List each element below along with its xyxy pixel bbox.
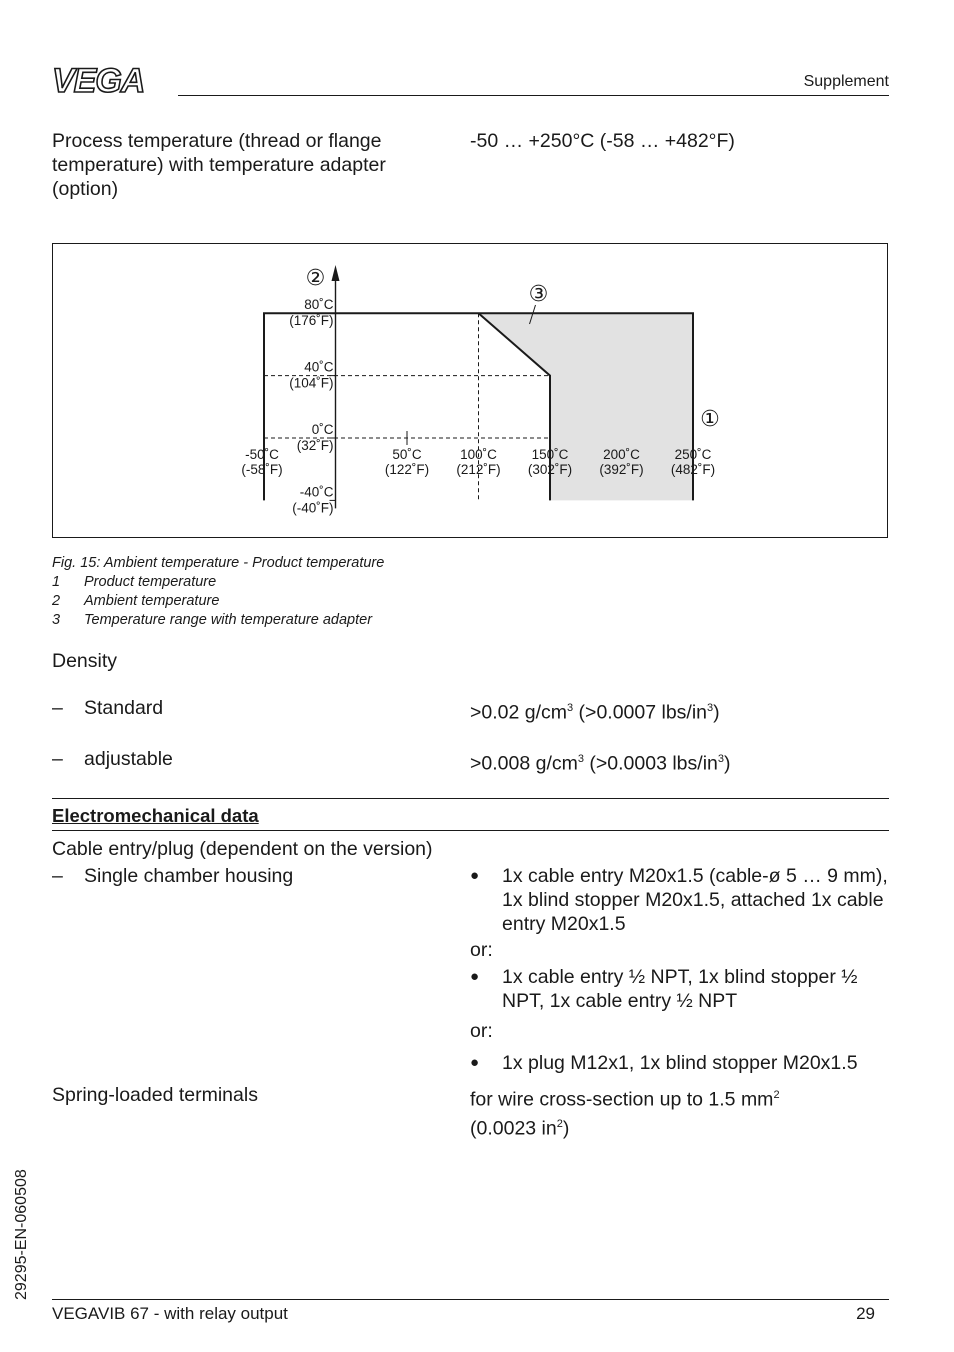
footer-rule: [52, 1299, 889, 1300]
x-tick-label: (302˚F): [527, 462, 573, 477]
single-chamber-label: – Single chamber housing: [52, 865, 294, 887]
x-tick-label: 50˚C: [392, 447, 422, 462]
section-rule-top: [52, 798, 889, 799]
callout-ambient-temperature: ②: [305, 265, 326, 290]
x-tick-label: 250˚C: [674, 447, 712, 462]
section-title: Electromechanical data: [52, 805, 259, 826]
x-tick-label: 200˚C: [603, 447, 640, 462]
header-rule: [178, 95, 889, 96]
temperature-chart: [52, 243, 888, 538]
caption-item: 3 Temperature range with temperature adapter: [52, 612, 373, 628]
y-tick-label: 40˚C: [304, 359, 334, 375]
x-tick-label: (212˚F): [456, 462, 501, 477]
document-id: 29295-EN-060508: [13, 1169, 30, 1300]
density-adjustable-value: >0.008 $g/cm^3$ (>0.0003 lbs/$in^3$): [470, 752, 731, 775]
density-label: Density: [52, 650, 118, 672]
figure-caption: [52, 554, 384, 630]
x-tick-label: (-58˚F): [241, 462, 283, 477]
y-tick-label: 80˚C: [304, 297, 334, 313]
y-tick-label: -40˚C: [299, 484, 334, 500]
footer-product: VEGAVIB 67 - with relay output: [52, 1304, 288, 1323]
callout-product-temperature: ①: [700, 406, 720, 431]
y-tick-label: (176˚F): [289, 313, 334, 329]
section-rule-bottom: [52, 830, 889, 831]
x-tick-label: 150˚C: [531, 447, 569, 462]
spring-terminals-label: Spring-loaded terminals: [52, 1084, 258, 1106]
y-tick-label: 0˚C: [311, 422, 334, 437]
x-tick-label: (392˚F): [599, 462, 644, 477]
vega-logo: [50, 62, 170, 98]
caption-item: 2 Ambient temperature: [52, 593, 220, 609]
spring-terminals-value: for wire cross-section up to 1.5 $mm^2$ (0.0023 $in^2$): [470, 1088, 780, 1139]
x-tick-label: (122˚F): [384, 462, 430, 477]
or-text: or:: [470, 939, 493, 961]
cable-option-2: ● 1x cable entry ½ NPT, 1x blind stopper ½ NPT, 1x cable entry ½ NPT: [470, 965, 900, 1013]
density-standard-label: – Standard: [52, 697, 164, 719]
x-tick-label: 100˚C: [460, 447, 497, 462]
y-tick-label: (-40˚F): [292, 500, 334, 516]
process-temperature-value: -50 … +250°C (-58 … +482°F): [470, 130, 735, 152]
y-axis-arrow: [332, 265, 340, 281]
process-temperature-label: Process temperature (thread or flange temperature) with temperature adapter (option): [52, 130, 386, 200]
density-adjustable-label: – adjustable: [52, 748, 173, 770]
cable-entry-label: Cable entry/plug (dependent on the version): [52, 838, 433, 860]
y-tick-label: (32˚F): [296, 438, 334, 453]
x-tick-label: (482˚F): [670, 462, 716, 477]
cable-entry-options: [470, 864, 900, 1075]
page-number: 29: [856, 1304, 875, 1323]
caption-item: 1 Product temperature: [52, 574, 217, 590]
cable-option-1: ● 1x cable entry M20x1.5 (cable-ø 5 … 9 mm), 1x blind stopper M20x1.5, attached 1x cable entry M20x1.5: [470, 864, 900, 936]
callout-adapter-range: ③: [528, 281, 549, 306]
density-standard-value: >0.02 $g/cm^3$ (>0.0007 lbs/$in^3$): [470, 701, 720, 724]
cable-option-3: ● 1x plug M12x1, 1x blind stopper M20x1.5: [470, 1051, 900, 1075]
section-label: Supplement: [803, 73, 889, 90]
or-text: or:: [470, 1020, 493, 1042]
caption-title: Fig. 15: Ambient temperature - Product temperature: [52, 555, 385, 571]
y-tick-label: (104˚F): [289, 375, 334, 391]
logo-text: VEGA: [52, 62, 145, 98]
x-tick-label: -50˚C: [245, 447, 279, 462]
